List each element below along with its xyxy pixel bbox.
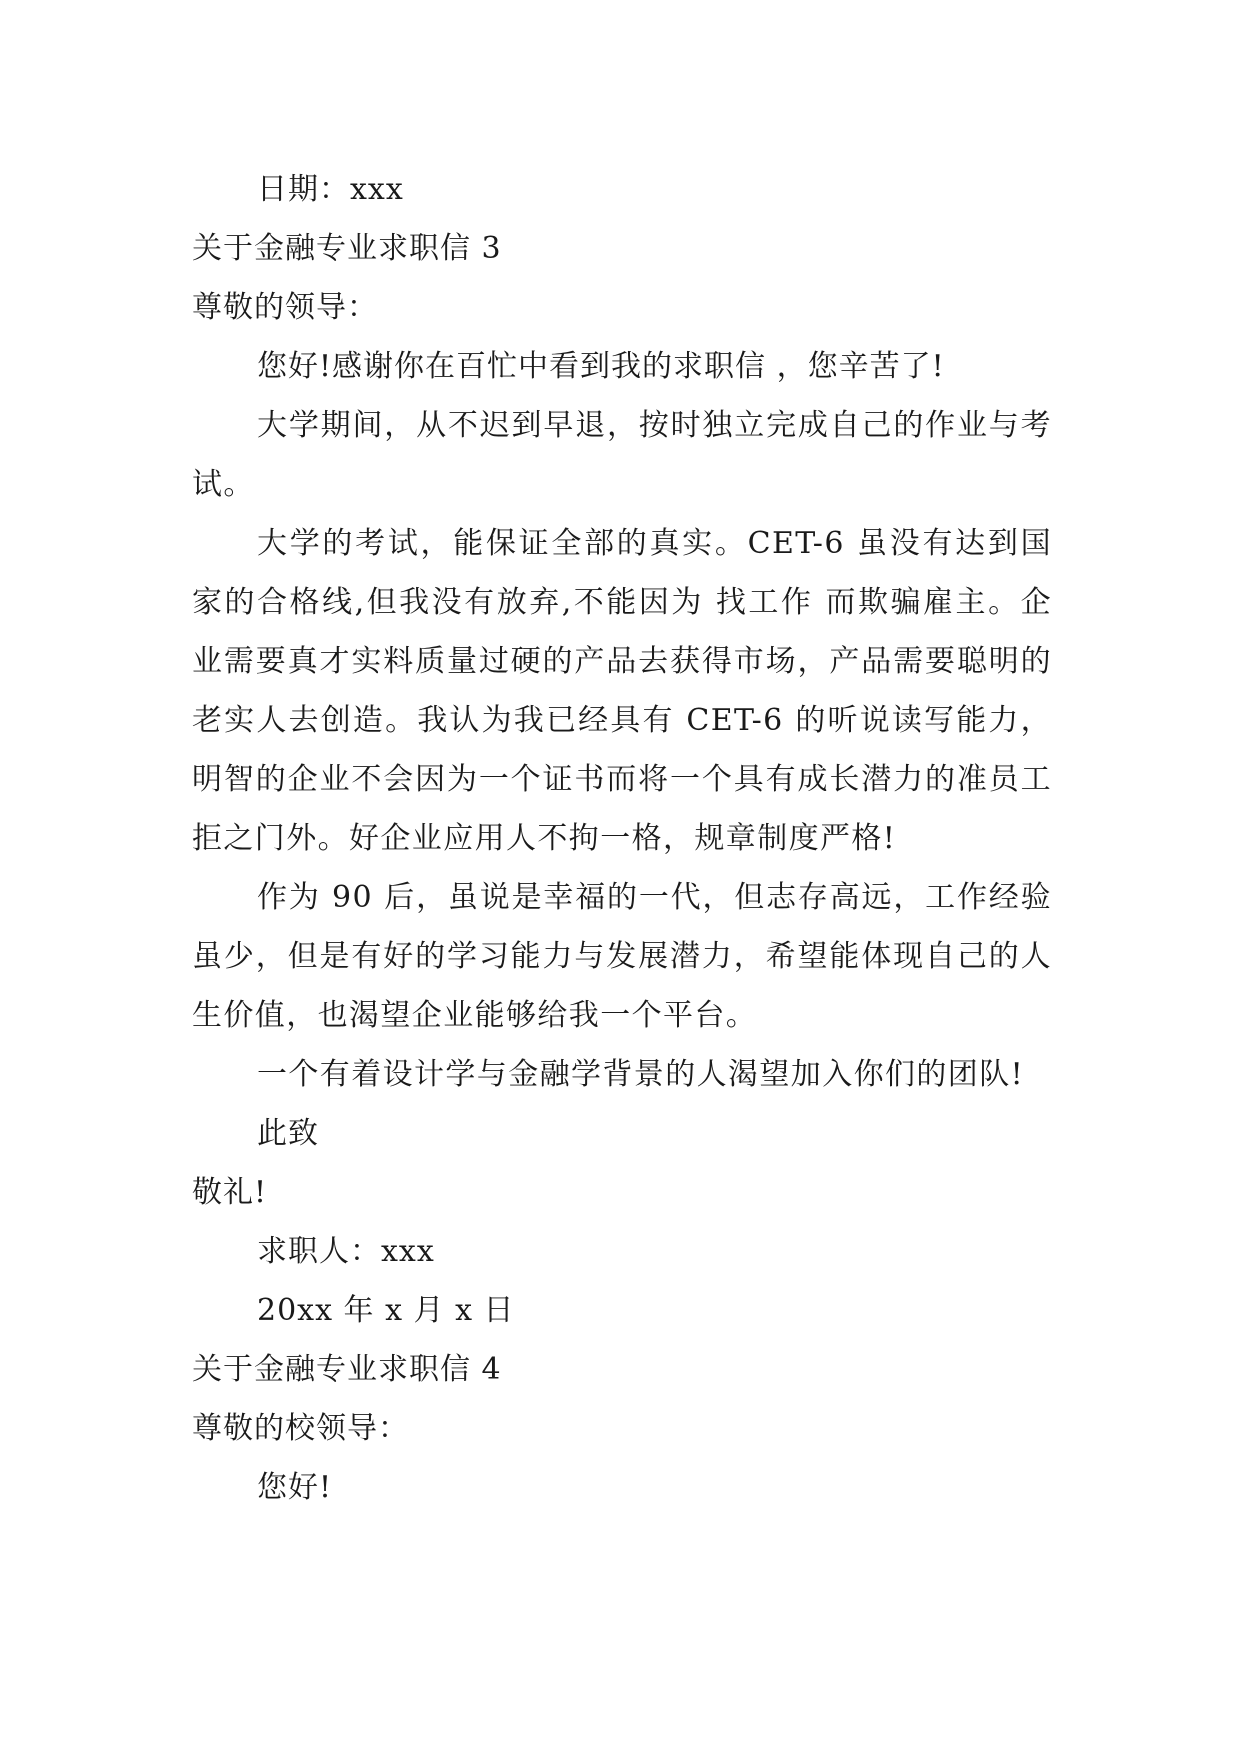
closing-cizhi: 此致 (257, 1116, 319, 1151)
greeting-2: 您好! (257, 1470, 333, 1505)
signature-date: 20xx 年 x 月 x 日 (257, 1293, 515, 1328)
applicant-name: 求职人：xxx (257, 1234, 435, 1269)
greeting: 您好!感谢你在百忙中看到我的求职信 ，您辛苦了! (257, 349, 945, 384)
salutation: 尊敬的领导： (192, 290, 378, 325)
date-line: 日期：xxx (257, 172, 404, 207)
letter-title-4: 关于金融专业求职信 4 (192, 1352, 502, 1387)
document-body (192, 160, 1052, 1517)
paragraph-join-team: 一个有着设计学与金融学背景的人渴望加入你们的团队! (257, 1057, 1025, 1092)
salutation-school: 尊敬的校领导： (192, 1411, 409, 1446)
paragraph-post90: 作为 90 后，虽说是幸福的一代，但志存高远，工作经验虽少，但是有好的学习能力与发展潜力，希望能体现自己的人生价值，也渴望企业能够给我一个平台。 (192, 880, 1052, 1033)
paragraph-exams: 大学的考试，能保证全部的真实。CET-6 虽没有达到国家的合格线,但我没有放弃,不能因为 找工作 而欺骗雇主。企业需要真才实料质量过硬的产品去获得市场，产品需要聪明的老实人去创造。我认为我已经具有 CET-6 的听说读写能力，明智的企业不会因为一个证书而将一个具有成长潜力的准员工拒之门外。好企业应用人不拘一格，规章制度严格! (192, 526, 1052, 856)
closing-jingli: 敬礼! (192, 1175, 268, 1210)
paragraph-university: 大学期间，从不迟到早退，按时独立完成自己的作业与考试。 (192, 408, 1052, 502)
letter-title-3: 关于金融专业求职信 3 (192, 231, 502, 266)
